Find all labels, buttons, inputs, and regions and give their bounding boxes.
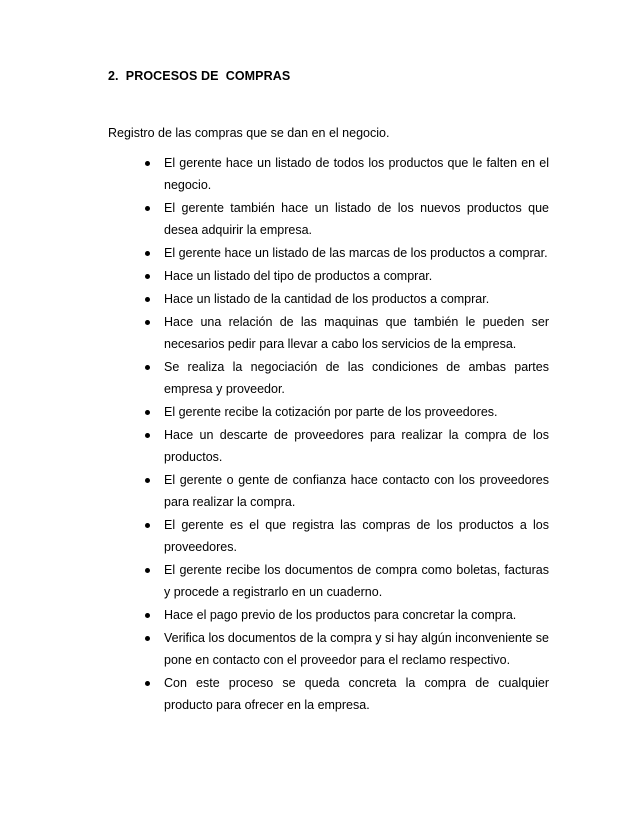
bullet-icon [145, 613, 150, 618]
bullet-icon [145, 478, 150, 483]
list-item-text: Hace un listado del tipo de productos a comprar. [164, 269, 433, 283]
list-item [0, 197, 549, 241]
list-item [0, 469, 549, 513]
list-item-text: Verifica los documentos de la compra y si hay algún inconveniente se pone en contacto con el proveedor para el reclamo respectivo. [164, 631, 549, 667]
bullet-icon [145, 410, 150, 415]
list-item-text: El gerente recibe la cotización por parte de los proveedores. [164, 405, 498, 419]
list-item-text: Hace un descarte de proveedores para realizar la compra de los productos. [164, 428, 549, 464]
bullet-icon [145, 365, 150, 370]
bullet-icon [145, 320, 150, 325]
list-item [0, 401, 549, 423]
list-item [0, 242, 549, 264]
list-item [0, 559, 549, 603]
list-item [0, 311, 549, 355]
bullet-icon [145, 297, 150, 302]
bullet-icon [145, 636, 150, 641]
bullet-icon [145, 251, 150, 256]
list-item [0, 152, 549, 196]
list-item [0, 627, 549, 671]
list-item [0, 514, 549, 558]
list-item-text: El gerente hace un listado de las marcas de los productos a comprar. [164, 246, 548, 260]
list-item-text: Se realiza la negociación de las condiciones de ambas partes empresa y proveedor. [164, 360, 549, 396]
list-item-text: El gerente es el que registra las compras de los productos a los proveedores. [164, 518, 549, 554]
list-item-text: El gerente también hace un listado de los nuevos productos que desea adquirir la empresa. [164, 201, 549, 237]
list-item-text: El gerente recibe los documentos de compra como boletas, facturas y procede a registrarlo en un cuaderno. [164, 563, 549, 599]
list-item [0, 265, 549, 287]
list-item [0, 288, 549, 310]
process-list [0, 152, 638, 717]
bullet-icon [145, 274, 150, 279]
list-item [0, 604, 549, 626]
list-item-text: Con este proceso se queda concreta la compra de cualquier producto para ofrecer en la empresa. [164, 676, 549, 712]
list-item-text: El gerente hace un listado de todos los productos que le falten en el negocio. [164, 156, 549, 192]
bullet-icon [145, 206, 150, 211]
list-item-text: Hace el pago previo de los productos para concretar la compra. [164, 608, 517, 622]
section-intro: Registro de las compras que se dan en el negocio. [108, 126, 390, 140]
list-item-text: Hace un listado de la cantidad de los productos a comprar. [164, 292, 490, 306]
list-item-text: El gerente o gente de confianza hace contacto con los proveedores para realizar la compra. [164, 473, 549, 509]
list-item-text: Hace una relación de las maquinas que también le pueden ser necesarios pedir para llevar a cabo los servicios de la empresa. [164, 315, 549, 351]
bullet-icon [145, 523, 150, 528]
section-heading: 2. PROCESOS DE COMPRAS [108, 69, 291, 83]
list-item [0, 356, 549, 400]
bullet-icon [145, 681, 150, 686]
list-item [0, 672, 549, 716]
bullet-icon [145, 568, 150, 573]
bullet-icon [145, 161, 150, 166]
bullet-icon [145, 433, 150, 438]
list-item [0, 424, 549, 468]
